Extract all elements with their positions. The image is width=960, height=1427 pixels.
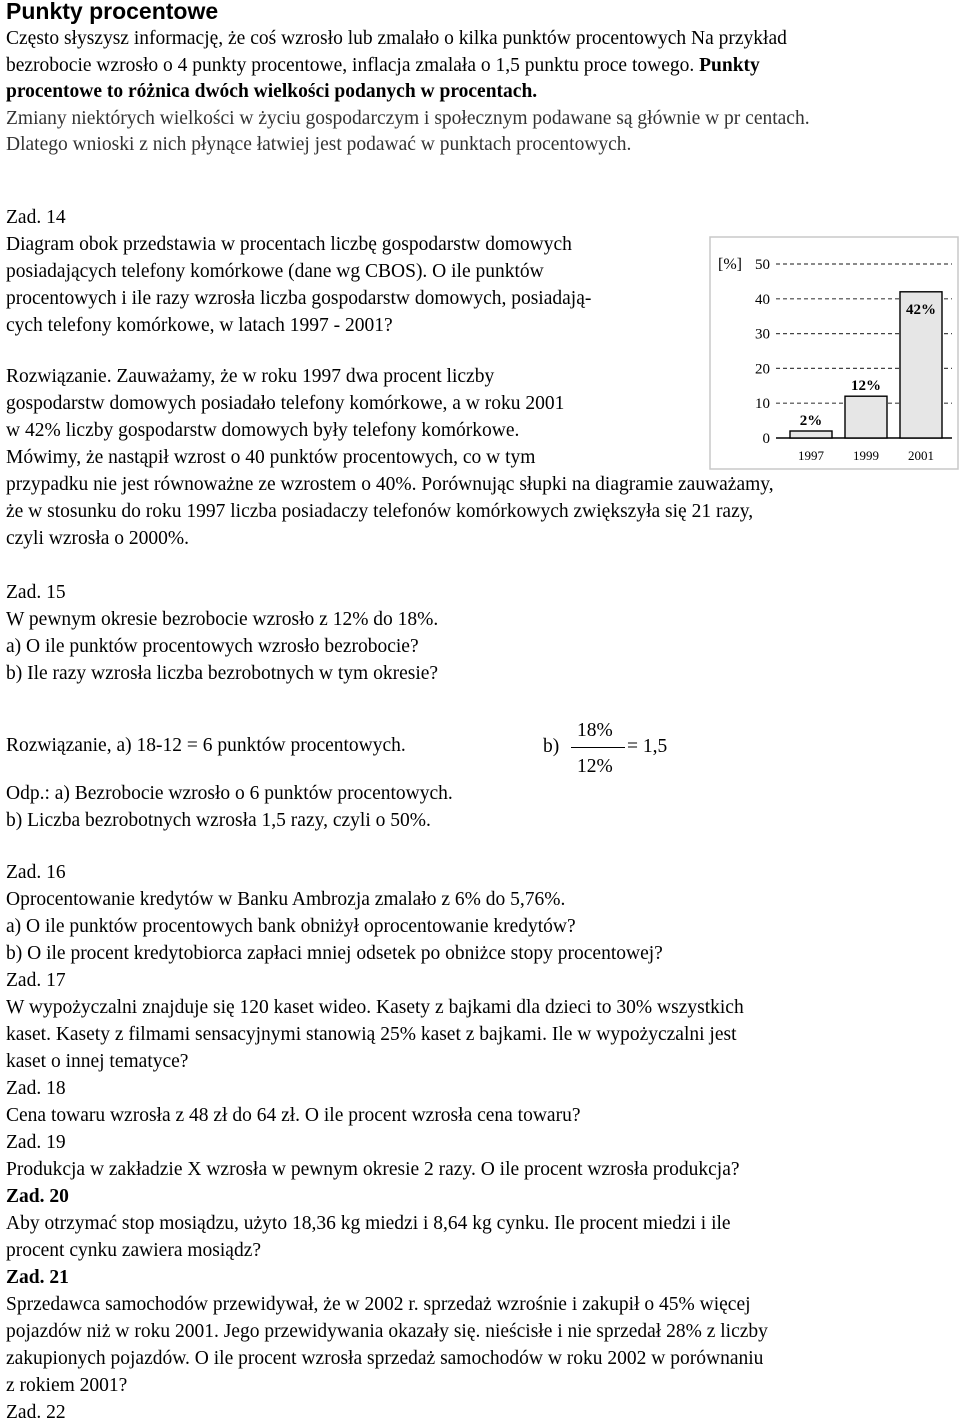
intro-line-3: procentowe to różnica dwóch wielkości podanych w procentach. (6, 81, 538, 102)
zad14-solution-line-1: Rozwiązanie. Zauważamy, że w roku 1997 dwa procent liczby (6, 366, 495, 387)
y-tick-label: 30 (755, 326, 770, 343)
zad20-line-1: Aby otrzymać stop mosiądzu, użyto 18,36 kg miedzi i 8,64 kg cynku. Ile procent miedzi i ile (6, 1213, 731, 1234)
zad15-solution-b-label: b) (543, 736, 560, 757)
bar-value-label: 12% (851, 378, 881, 395)
zad16-line-2: a) O ile punktów procentowych bank obniżył oprocentowanie kredytów? (6, 916, 576, 937)
y-tick-label: 40 (755, 291, 770, 308)
zad14-solution-line-6: że w stosunku do roku 1997 liczba posiadaczy telefonów komórkowych zwiększyła się 21 razy, (6, 501, 754, 522)
zad14-solution-line-5: przypadku nie jest równoważne ze wzrostem o 40%. Porównując słupki na diagramie zauważamy, (6, 474, 774, 495)
zad19-title: Zad. 19 (6, 1132, 66, 1153)
intro-line-1: Często słyszysz informację, że coś wzrosło lub zmalało o kilka punktów procentowych Na przykład (6, 28, 787, 49)
zad15-line-2: a) O ile punktów procentowych wzrosło bezrobocie? (6, 636, 419, 657)
y-tick-label: 0 (762, 431, 770, 447)
zad15-solution-a: Rozwiązanie, a) 18-12 = 6 punktów procentowych. (6, 735, 406, 756)
bar-value-label: 2% (799, 413, 823, 429)
zad21-line-1: Sprzedawca samochodów przewidywał, że w 2002 r. sprzedaż wzrośnie i zakupił o 45% więcej (6, 1294, 751, 1315)
fraction-bar (571, 747, 625, 748)
intro-line-5: Dlatego wnioski z nich płynące łatwiej jest podawać w punktach procentowych. (6, 134, 632, 155)
x-tick-label: 1999 (853, 448, 879, 463)
x-tick-label: 1997 (798, 448, 824, 463)
zad20-title: Zad. 20 (6, 1186, 69, 1207)
zad21-title: Zad. 21 (6, 1267, 69, 1288)
zad18-title: Zad. 18 (6, 1078, 66, 1099)
y-tick-label: 50 (755, 257, 770, 273)
zad22-title: Zad. 22 (6, 1402, 66, 1423)
zad17-title: Zad. 17 (6, 970, 66, 991)
zad16-line-3: b) O ile procent kredytobiorca zapłaci mniej odsetek po obniżce stopy procentowej? (6, 943, 663, 964)
zad14-solution-line-4: Mówimy, że nastąpił wzrost o 40 punktów procentowych, co w tym (6, 447, 536, 468)
zad14-line-3: procentowych i ile razy wzrosła liczba gospodarstw domowych, posiadają- (6, 288, 592, 309)
zad17-line-1: W wypożyczalni znajduje się 120 kaset wideo. Kasety z bajkami dla dzieci to 30% wszystkich (6, 997, 744, 1018)
zad14-solution-line-7: czyli wzrosła o 2000%. (6, 528, 190, 549)
zad14-line-4: cych telefony komórkowe, w latach 1997 - 2001? (6, 315, 393, 336)
zad21-line-3: zakupionych pojazdów. O ile procent wzrosła sprzedaż samochodów w roku 2002 w porównaniu (6, 1348, 764, 1369)
zad15-answer-b: b) Liczba bezrobotnych wzrosła 1,5 razy, czyli o 50%. (6, 810, 431, 831)
zad14-line-2: posiadających telefony komórkowe (dane wg CBOS). O ile punktów (6, 261, 544, 282)
zad19-line-1: Produkcja w zakładzie X wzrosła w pewnym okresie 2 razy. O ile procent wzrosła produkcja? (6, 1159, 740, 1180)
zad17-line-2: kaset. Kasety z filmami sensacyjnymi stanowią 25% kaset z bajkami. Ile w wypożyczalni jest (6, 1024, 737, 1045)
intro-paragraph (6, 26, 956, 159)
zad14-solution-line-2: gospodarstw domowych posiadało telefony komórkowe, a w roku 2001 (6, 393, 565, 414)
fraction-result: = 1,5 (627, 736, 668, 757)
zad20-line-2: procent cynku zawiera mosiądz? (6, 1240, 262, 1261)
fraction-numerator: 18% (577, 720, 613, 741)
zad15-line-3: b) Ile razy wzrosła liczba bezrobotnych w tym okresie? (6, 663, 439, 684)
zad21-line-2: pojazdów niż w roku 2001. Jego przewidywania okazały się. nieścisłe i nie sprzedał 28% z liczby (6, 1321, 768, 1342)
bar-chart (708, 235, 960, 471)
y-axis-label: [%] (718, 256, 742, 273)
y-tick-label: 20 (755, 361, 770, 378)
zad18-line-1: Cena towaru wzrosła z 48 zł do 64 zł. O ile procent wzrosła cena towaru? (6, 1105, 581, 1126)
fraction-denominator: 12% (577, 756, 613, 777)
zad17-line-3: kaset o innej tematyce? (6, 1051, 189, 1072)
x-tick-label: 2001 (908, 448, 934, 463)
zad15-title: Zad. 15 (6, 582, 66, 603)
bar-value-label: 42% (906, 301, 936, 318)
bar-1999 (845, 396, 887, 438)
intro-line-4: Zmiany niektórych wielkości w życiu gospodarczym i społecznym podawane są głównie w pr centach. (6, 107, 810, 129)
zad14-solution-line-3: w 42% liczby gospodarstw domowych były telefony komórkowe. (6, 420, 520, 441)
intro-line-2: bezrobocie wzrosło o 4 punkty procentowe, inflacja zmalała o 1,5 punktu proce towego. Punkty (6, 54, 760, 76)
y-tick-label: 10 (755, 396, 770, 413)
page-title: Punkty procentowe (6, 0, 219, 24)
zad14-line-1: Diagram obok przedstawia w procentach liczbę gospodarstw domowych (6, 234, 572, 255)
zad15-answer-a: Odp.: a) Bezrobocie wzrosło o 6 punktów procentowych. (6, 783, 453, 804)
zad16-line-1: Oprocentowanie kredytów w Banku Ambrozja zmalało z 6% do 5,76%. (6, 889, 566, 910)
bar-1997 (790, 431, 832, 438)
zad14-title: Zad. 14 (6, 207, 66, 228)
zad15-line-1: W pewnym okresie bezrobocie wzrosło z 12% do 18%. (6, 609, 439, 630)
zad21-line-4: z rokiem 2001? (6, 1375, 128, 1396)
zad16-title: Zad. 16 (6, 862, 66, 883)
